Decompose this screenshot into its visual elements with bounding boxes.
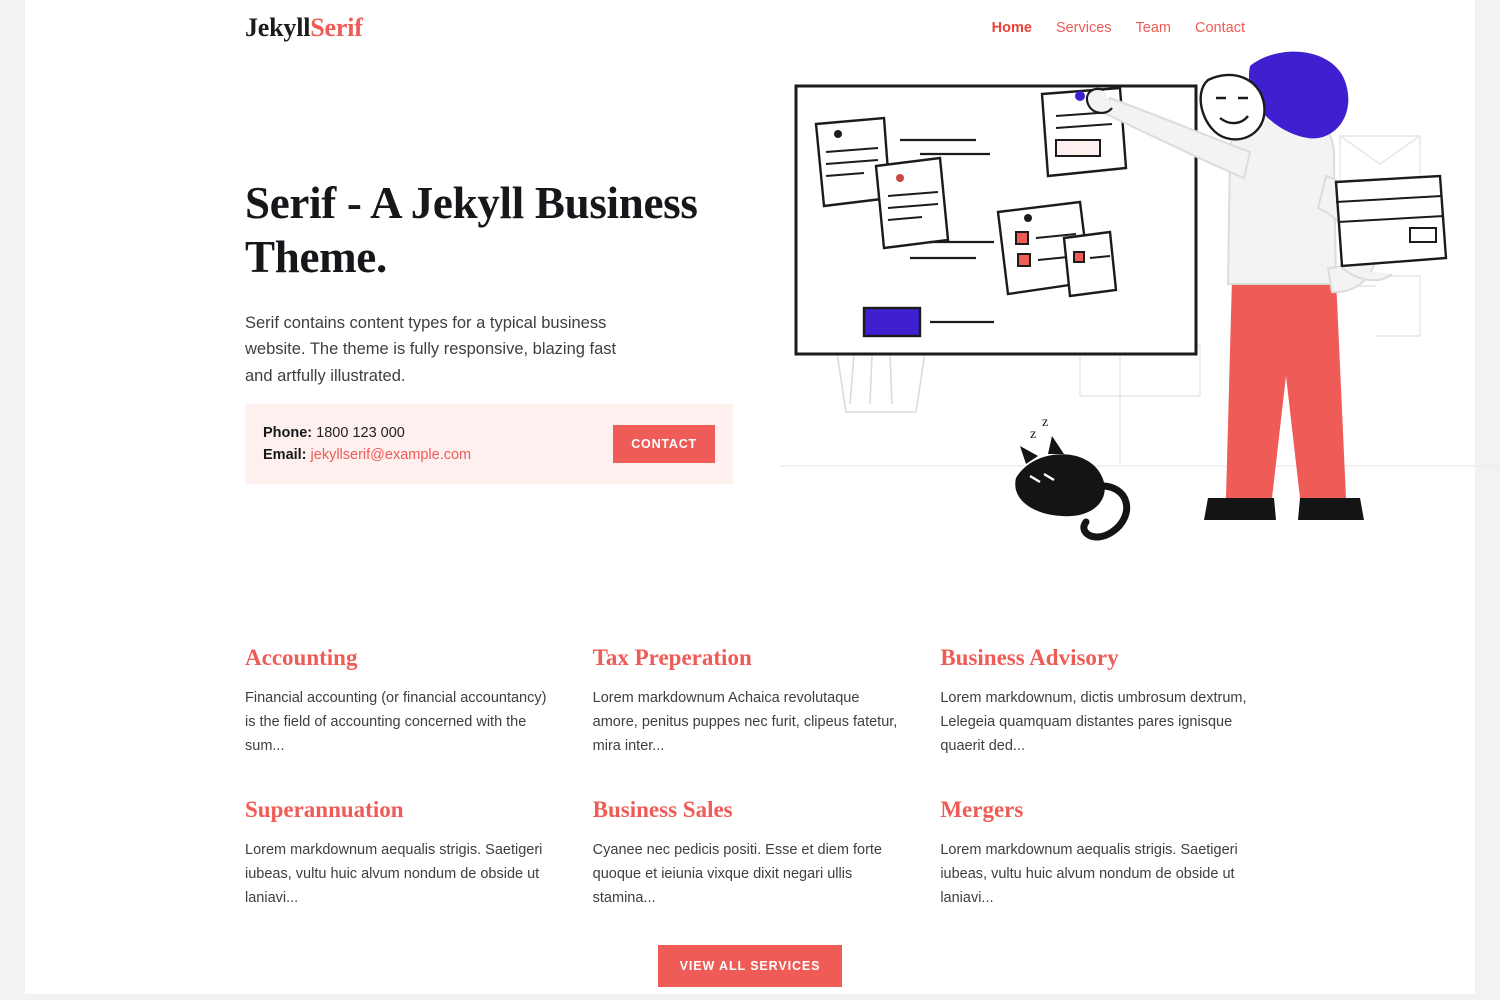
service-description: Cyanee nec pedicis positi. Esse et diem forte quoque et ieiunia vixque dixit negari ullis stamina... (592, 841, 882, 906)
nav-item-contact[interactable]: Contact (1195, 20, 1245, 36)
contact-phone-value: 1800 123 000 (316, 424, 405, 441)
service-title[interactable]: Business Sales (592, 796, 733, 822)
brand-first-word: Jekyll (245, 13, 311, 42)
service-description: Lorem markdownum aequalis strigis. Saetigeri iubeas, vultu huic alvum nondum de obside ut laniavi... (245, 841, 543, 906)
hero-section (0, 56, 1500, 576)
view-all-services-button[interactable]: VIEW ALL SERVICES (658, 945, 843, 987)
service-card-mergers[interactable] (940, 797, 1255, 911)
service-description: Lorem markdownum Achaica revolutaque amore, penitus puppes nec furit, clipeus fatetur, mira inter... (592, 690, 898, 754)
service-title[interactable]: Accounting (245, 645, 358, 670)
service-description: Lorem markdownum aequalis strigis. Saetigeri iubeas, vultu huic alvum nondum de obside ut laniavi... (940, 841, 1238, 906)
contact-email-label: Email: (263, 447, 307, 463)
contact-phone-row (263, 422, 471, 444)
service-card-accounting[interactable] (245, 645, 560, 759)
site-brand[interactable] (245, 13, 363, 43)
main-navigation (992, 20, 1245, 36)
page-title: Serif - A Jekyll Business Theme. (245, 178, 698, 282)
hero-subtitle: Serif contains content types for a typical business website. The theme is fully responsive, blazing fast and artfully illustrated. (245, 314, 617, 385)
view-all-services-row (0, 945, 1500, 987)
contact-email-link[interactable]: jekyllserif@example.com (310, 447, 472, 463)
services-section (245, 645, 1255, 911)
contact-callout (245, 404, 733, 484)
service-description: Financial accounting (or financial accountancy) is the field of accounting concerned with the sum... (245, 690, 547, 754)
service-title[interactable]: Business Advisory (940, 645, 1119, 670)
contact-phone-label: Phone: (263, 424, 313, 441)
contact-button[interactable]: CONTACT (613, 425, 715, 463)
service-card-superannuation[interactable] (245, 797, 560, 911)
service-description: Lorem markdownum, dictis umbrosum dextrum, Lelegeia quamquam distantes pares ignisque quaerit ded... (940, 690, 1247, 754)
service-card-business-advisory[interactable] (940, 645, 1255, 759)
services-grid (245, 645, 1255, 911)
nav-item-services[interactable]: Services (1055, 20, 1112, 36)
service-title[interactable]: Superannuation (245, 796, 404, 822)
illustration-svg (780, 46, 1500, 566)
service-title[interactable]: Tax Preperation (592, 645, 752, 670)
nav-item-team[interactable]: Team (1135, 20, 1172, 36)
page-bottom-margin (0, 994, 1500, 1000)
service-title[interactable]: Mergers (940, 796, 1024, 822)
svg-text:z: z (1030, 427, 1037, 442)
nav-item-home[interactable]: Home (991, 20, 1032, 36)
brand-second-word: Serif (310, 13, 363, 42)
contact-details (263, 422, 471, 467)
service-card-business-sales[interactable] (593, 797, 908, 911)
cat-illustration (1015, 415, 1126, 537)
hero-text-block (245, 176, 745, 389)
svg-text:z: z (1042, 415, 1049, 430)
hero-illustration (780, 46, 1500, 566)
service-card-tax-preperation[interactable] (593, 645, 908, 759)
contact-email-row (263, 444, 471, 466)
